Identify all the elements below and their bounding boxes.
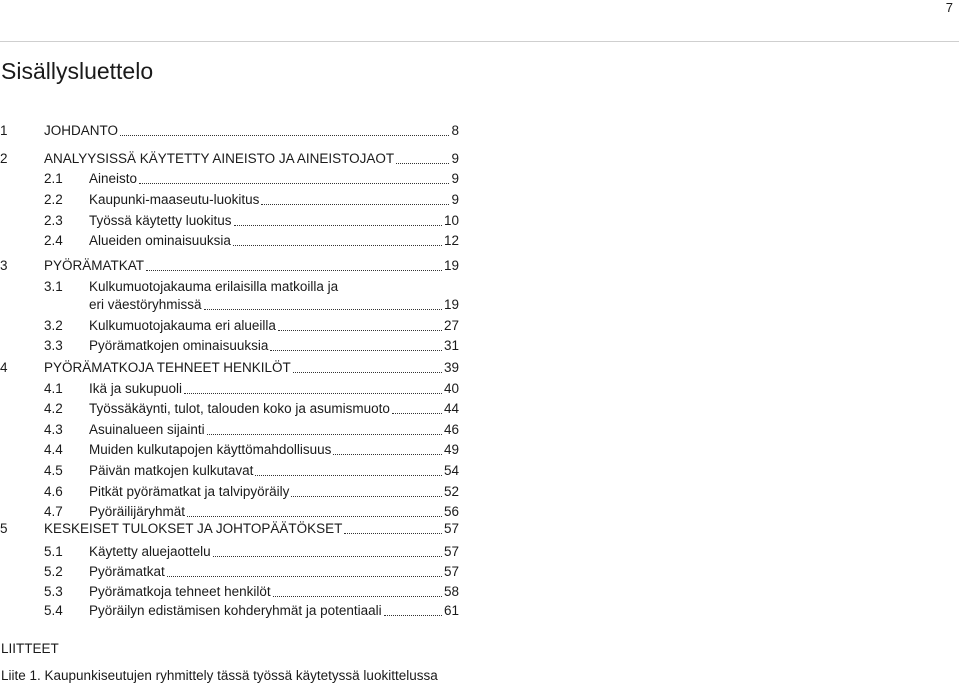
- toc-entry-label: Muiden kulkutapojen käyttömahdollisuus: [89, 442, 332, 457]
- toc-entry-page: 39: [443, 360, 459, 375]
- toc-entry-number: 3.1: [44, 279, 63, 294]
- toc-entry-number: 2.2: [44, 192, 63, 207]
- toc-entry-label: Käytetty aluejaottelu: [89, 544, 211, 559]
- toc-entry-number: 2: [0, 151, 8, 166]
- toc-entry-label: Ikä ja sukupuoli: [89, 381, 183, 396]
- appendix-item[interactable]: Liite 1. Kaupunkiseutujen ryhmittely tässä työssä käytetyssä luokittelussa: [1, 668, 438, 683]
- dot-leader: [270, 349, 442, 351]
- dot-leader: [278, 329, 442, 331]
- toc-entry-number: 3.2: [44, 318, 63, 333]
- dot-leader: [187, 515, 442, 517]
- dot-leader: [213, 555, 442, 557]
- toc-entry-page: 58: [443, 584, 459, 599]
- toc-entry-number: 4.3: [44, 422, 63, 437]
- dot-leader: [184, 392, 442, 394]
- toc-entry-number: 3: [0, 258, 8, 273]
- toc-entry-label: Päivän matkojen kulkutavat: [89, 463, 254, 478]
- dot-leader: [344, 532, 442, 534]
- toc-entry-label: Alueiden ominaisuuksia: [89, 233, 231, 248]
- dot-leader: [167, 575, 442, 577]
- toc-entry-number: 4.2: [44, 401, 63, 416]
- toc-entry-number: 4.7: [44, 504, 63, 519]
- toc-entry-label: Kulkumuotojakauma erilaisilla matkoilla ja: [89, 279, 339, 294]
- dot-leader: [293, 371, 442, 373]
- toc-entry-page: 52: [443, 484, 459, 499]
- toc-entry-label: Asuinalueen sijainti: [89, 422, 205, 437]
- toc-entry-number: 5.1: [44, 544, 63, 559]
- dot-leader: [255, 474, 442, 476]
- dot-leader: [392, 412, 442, 414]
- toc-entry-page: 9: [451, 151, 459, 166]
- dot-leader: [233, 244, 442, 246]
- toc-entry-page: 57: [443, 564, 459, 579]
- toc-entry-page: 61: [443, 603, 459, 618]
- toc-entry-number: 5.3: [44, 584, 63, 599]
- dot-leader: [333, 453, 442, 455]
- dot-leader: [204, 308, 442, 310]
- dot-leader: [261, 203, 449, 205]
- toc-entry-page: 9: [451, 192, 459, 207]
- toc-entry-number: 2.1: [44, 171, 63, 186]
- toc-entry-page: 19: [443, 297, 459, 312]
- toc-entry-page: 57: [443, 544, 459, 559]
- toc-entry-label: Kaupunki-maaseutu-luokitus: [89, 192, 260, 207]
- toc-entry-label: eri väestöryhmissä: [89, 297, 202, 312]
- toc-entry-label: Pyöräilijäryhmät: [89, 504, 186, 519]
- toc-entry-page: 27: [443, 318, 459, 333]
- toc-entry-label: Pitkät pyörämatkat ja talvipyöräily: [89, 484, 290, 499]
- toc-entry-label: Työssäkäynti, tulot, talouden koko ja asumismuoto: [89, 401, 390, 416]
- toc-entry-number: 5: [0, 521, 8, 536]
- dot-leader: [396, 162, 449, 164]
- dot-leader: [139, 182, 449, 184]
- header-divider: [0, 41, 959, 42]
- toc-entry-page: 8: [451, 123, 459, 138]
- toc-entry-label: ANALYYSISSÄ KÄYTETTY AINEISTO JA AINEISTOJAOT: [44, 151, 395, 166]
- toc-entry-number: 4.6: [44, 484, 63, 499]
- toc-entry-page: 9: [451, 171, 459, 186]
- dot-leader: [146, 269, 442, 271]
- toc-entry-page: 46: [443, 422, 459, 437]
- page-number: 7: [945, 0, 953, 15]
- toc-entry-number: 2.3: [44, 213, 63, 228]
- toc-entry-label: PYÖRÄMATKAT: [44, 258, 145, 273]
- toc-entry-label: Pyörämatkoja tehneet henkilöt: [89, 584, 271, 599]
- toc-entry-label: Pyörämatkat: [89, 564, 165, 579]
- dot-leader: [273, 595, 442, 597]
- toc-entry-number: 2.4: [44, 233, 63, 248]
- dot-leader: [234, 224, 442, 226]
- toc-entry-page: 40: [443, 381, 459, 396]
- toc-entry-label: PYÖRÄMATKOJA TEHNEET HENKILÖT: [44, 360, 291, 375]
- toc-entry-number: 4.1: [44, 381, 63, 396]
- toc-entry-number: 4: [0, 360, 8, 375]
- dot-leader: [207, 433, 442, 435]
- toc-entry-number: 5.2: [44, 564, 63, 579]
- toc-entry-number: 4.5: [44, 463, 63, 478]
- dot-leader: [384, 614, 442, 616]
- toc-entry-page: 12: [443, 233, 459, 248]
- toc-entry-label: Aineisto: [89, 171, 138, 186]
- toc-entry-number: 5.4: [44, 603, 63, 618]
- dot-leader: [120, 134, 449, 136]
- toc-entry-number: 3.3: [44, 338, 63, 353]
- toc-entry-page: 19: [443, 258, 459, 273]
- toc-entry-number: 4.4: [44, 442, 63, 457]
- toc-entry-page: 49: [443, 442, 459, 457]
- toc-entry-page: 44: [443, 401, 459, 416]
- dot-leader: [291, 495, 442, 497]
- toc-entry-page: 31: [443, 338, 459, 353]
- toc-entry-label: Työssä käytetty luokitus: [89, 213, 232, 228]
- toc-entry-label: KESKEISET TULOKSET JA JOHTOPÄÄTÖKSET: [44, 521, 343, 536]
- toc-entry-page: 54: [443, 463, 459, 478]
- toc-entry-label: Pyöräilyn edistämisen kohderyhmät ja potentiaali: [89, 603, 382, 618]
- toc-entry-page: 57: [443, 521, 459, 536]
- toc-entry-label: Pyörämatkojen ominaisuuksia: [89, 338, 269, 353]
- page-title: Sisällysluettelo: [1, 58, 154, 84]
- toc-entry-page: 56: [443, 504, 459, 519]
- toc-entry-label: JOHDANTO: [44, 123, 119, 138]
- toc-entry-page: 10: [443, 213, 459, 228]
- toc-entry-number: 1: [0, 123, 8, 138]
- appendix-heading: LIITTEET: [1, 641, 59, 656]
- toc-entry-label: Kulkumuotojakauma eri alueilla: [89, 318, 276, 333]
